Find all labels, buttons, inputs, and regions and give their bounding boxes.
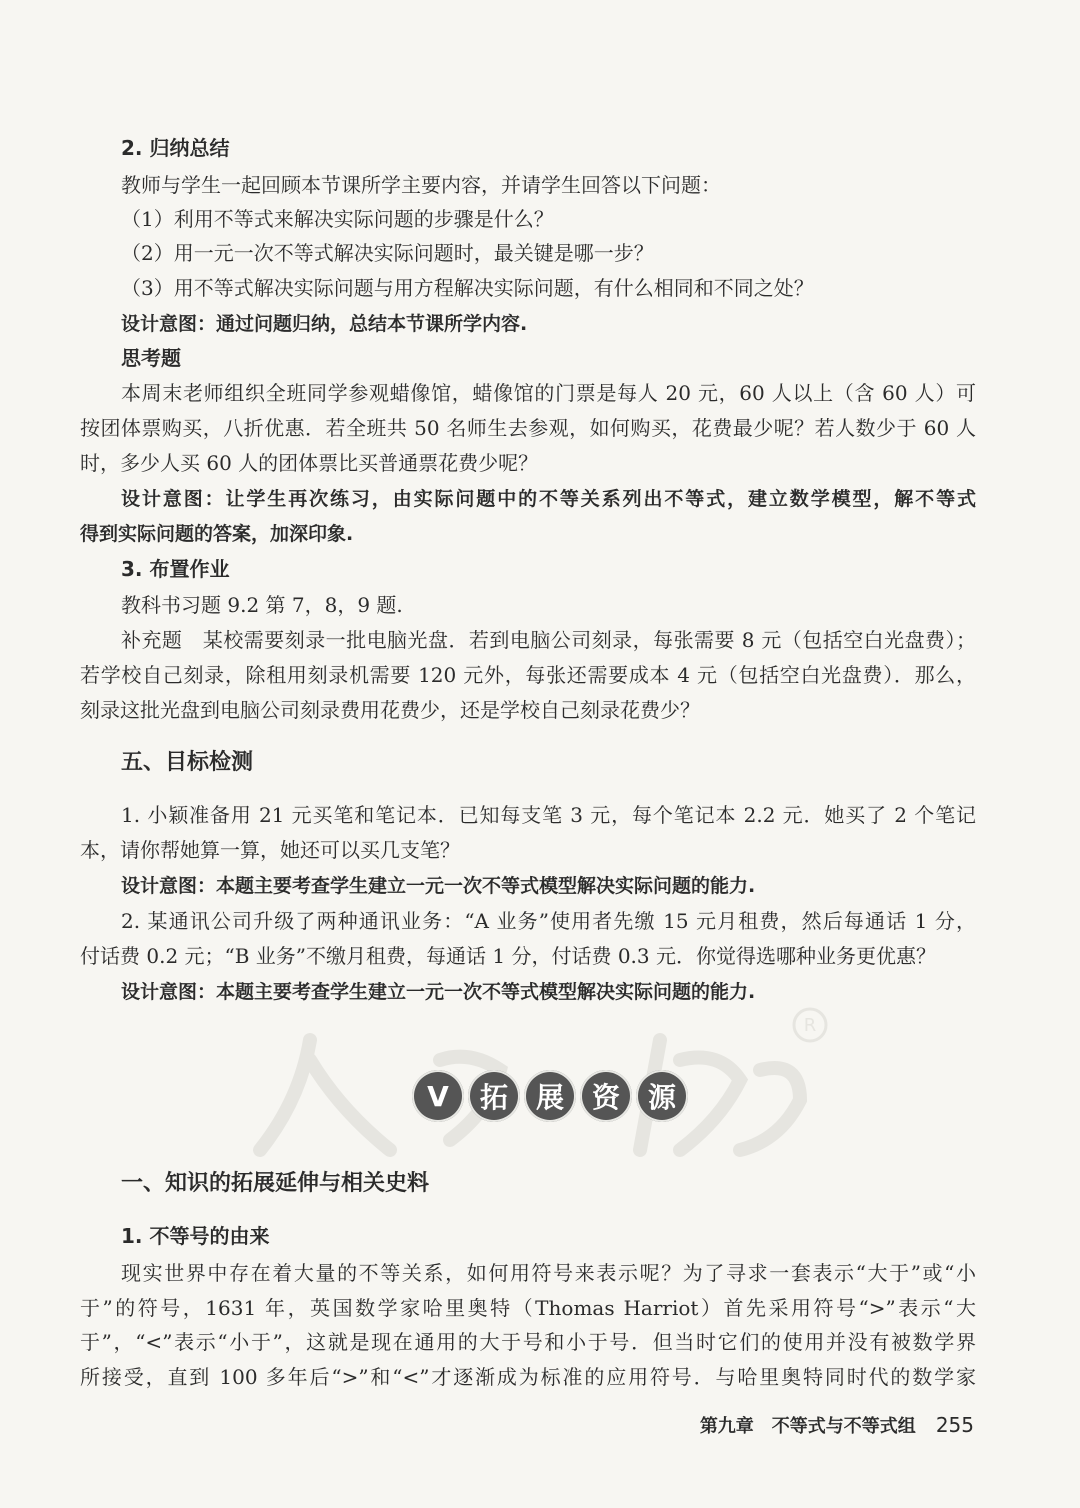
banner-char: 资 — [580, 1070, 632, 1122]
summary-question: （2）用一元一次不等式解决实际问题时，最关键是哪一步？ — [121, 241, 654, 265]
goal-question-1: 本，请你帮她算一算，她还可以买几支笔？ — [80, 838, 460, 862]
think-question-line: 按团体票购买，八折优惠．若全班共 50 名师生去参观，如何购买，花费最少呢？若人数少于 60 人 — [80, 416, 976, 440]
banner-char: V — [412, 1070, 464, 1122]
banner-char: 源 — [636, 1070, 688, 1122]
think-question-line: 本周末老师组织全班同学参观蜡像馆，蜡像馆的门票是每人 20 元，60 人以上（含 60 人）可 — [121, 381, 976, 405]
extension-line: 于”的符号，1631 年，英国数学家哈里奥特（Thomas Harriot）首先采用符号“>”表示“大 — [80, 1296, 976, 1320]
extension-line: 所接受，直到 100 多年后“>”和“<”才逐渐成为标准的应用符号．与哈里奥特同时代的数学家 — [80, 1365, 976, 1389]
extension-resources-banner — [412, 1070, 688, 1122]
design-intent: 设计意图：本题主要考查学生建立一元一次不等式模型解决实际问题的能力. — [121, 875, 756, 897]
design-intent: 得到实际问题的答案，加深印象. — [80, 523, 354, 545]
design-intent: 设计意图：通过问题归纳，总结本节课所学内容. — [121, 313, 528, 335]
think-question-line: 时，多少人买 60 人的团体票比买普通票花费少呢？ — [80, 451, 539, 475]
page-footer — [700, 1410, 974, 1442]
summary-line: 教师与学生一起回顾本节课所学主要内容，并请学生回答以下问题： — [121, 173, 721, 197]
summary-question: （1）利用不等式来解决实际问题的步骤是什么？ — [121, 207, 554, 231]
think-question-heading: 思考题 — [121, 346, 181, 370]
section-heading-homework: 3. 布置作业 — [121, 557, 230, 581]
design-intent: 设计意图：让学生再次练习，由实际问题中的不等关系列出不等式，建立数学模型，解不等式 — [121, 488, 976, 510]
homework-line: 若学校自己刻录，除租用刻录机需要 120 元外，每张还需要成本 4 元（包括空白光盘费）．那么， — [80, 663, 976, 687]
goal-question-1: 1. 小颖准备用 21 元买笔和笔记本．已知每支笔 3 元，每个笔记本 2.2 元．她买了 2 个笔记 — [121, 803, 976, 827]
homework-line: 教科书习题 9.2 第 7，8，9 题. — [121, 593, 403, 617]
banner-char: 展 — [524, 1070, 576, 1122]
design-intent: 设计意图：本题主要考查学生建立一元一次不等式模型解决实际问题的能力. — [121, 981, 756, 1003]
section-heading-summary: 2. 归纳总结 — [121, 136, 230, 160]
homework-line: 刻录这批光盘到电脑公司刻录费用花费少，还是学校自己刻录花费少？ — [80, 698, 700, 722]
extension-heading: 一、知识的拓展延伸与相关史料 — [121, 1171, 430, 1196]
homework-line: 补充题 某校需要刻录一批电脑光盘．若到电脑公司刻录，每张需要 8 元（包括空白光盘费）； — [121, 628, 976, 652]
subsection-heading: 1. 不等号的由来 — [121, 1224, 270, 1248]
banner-char: 拓 — [468, 1070, 520, 1122]
svg-text:R: R — [803, 1015, 817, 1036]
summary-question: （3）用不等式解决实际问题与用方程解决实际问题，有什么相同和不同之处？ — [121, 276, 814, 300]
goal-question-2: 付话费 0.2 元；“B 业务”不缴月租费，每通话 1 分，付话费 0.3 元．你觉得选哪种业务更优惠？ — [80, 944, 936, 968]
page-number: 255 — [935, 1413, 974, 1437]
extension-line: 于”，“<”表示“小于”，这就是现在通用的大于号和小于号．但当时它们的使用并没有被数学界 — [80, 1330, 976, 1354]
goal-question-2: 2. 某通讯公司升级了两种通讯业务：“A 业务”使用者先缴 15 元月租费，然后每通话 1 分， — [121, 909, 976, 933]
goal-check-heading: 五、目标检测 — [121, 750, 254, 775]
extension-line: 现实世界中存在着大量的不等关系，如何用符号来表示呢？为了寻求一套表示“大于”或“小 — [121, 1261, 976, 1285]
chapter-title: 第九章 不等式与不等式组 — [699, 1416, 916, 1437]
